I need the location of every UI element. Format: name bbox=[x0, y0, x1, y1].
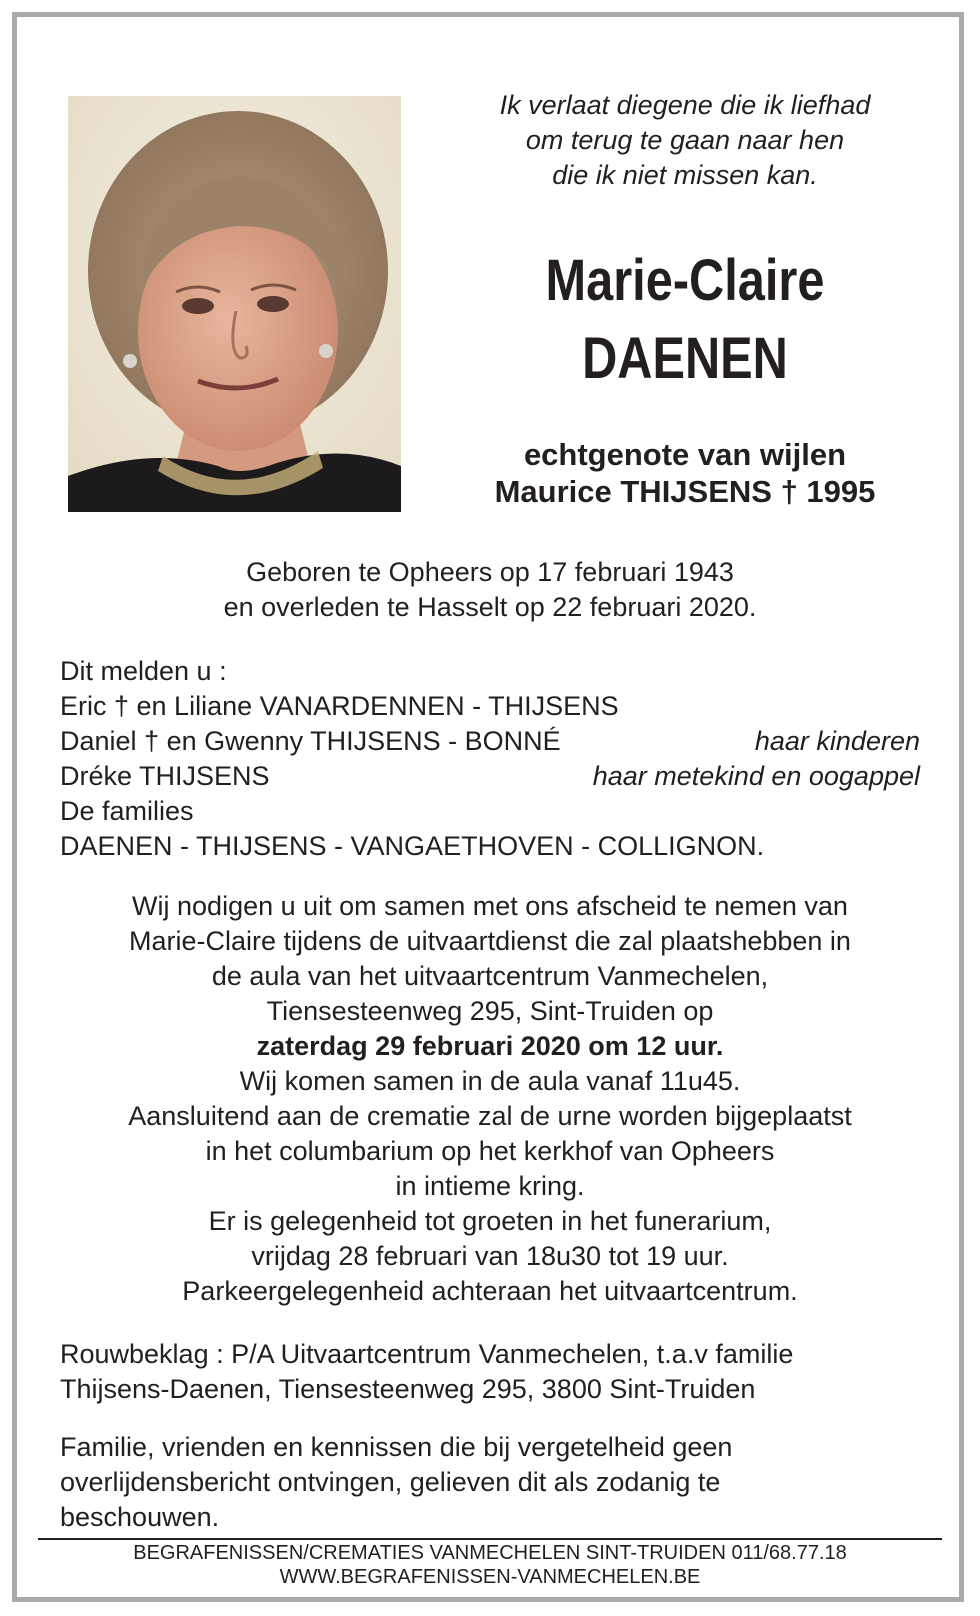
deceased-first-name: Marie-Claire bbox=[545, 248, 825, 313]
announce-row bbox=[60, 829, 920, 864]
announce-name: De families bbox=[60, 796, 194, 826]
invite-line: in het columbarium op het kerkhof van Opheers bbox=[205, 1136, 775, 1166]
announce-row bbox=[60, 724, 920, 759]
announce-row bbox=[60, 759, 920, 794]
invite-line: Wij komen samen in de aula vanaf 11u45. bbox=[239, 1066, 741, 1096]
birth-death-info bbox=[40, 555, 940, 625]
invite-line: Aansluitend aan de crematie zal de urne worden bijgeplaatst bbox=[128, 1101, 852, 1131]
condolence-line: Rouwbeklag : P/A Uitvaartcentrum Vanmechelen, t.a.v familie bbox=[60, 1339, 794, 1369]
footer-website: WWW.BEGRAFENISSEN-VANMECHELEN.BE bbox=[279, 1566, 701, 1588]
announce-row bbox=[60, 689, 920, 724]
spouse-info bbox=[430, 436, 940, 510]
invite-line: Er is gelegenheid tot groeten in het funerarium, bbox=[208, 1206, 772, 1236]
footer bbox=[30, 1541, 950, 1589]
families-note-line: beschouwen. bbox=[60, 1502, 220, 1532]
spouse-line: echtgenote van wijlen bbox=[523, 437, 847, 472]
condolence-address bbox=[60, 1337, 940, 1407]
ceremony-date: zaterdag 29 februari 2020 om 12 uur. bbox=[256, 1031, 724, 1061]
condolence-line: Thijsens-Daenen, Tiensesteenweg 295, 3800 Sint-Truiden bbox=[60, 1374, 756, 1404]
invite-line: de aula van het uitvaartcentrum Vanmechelen, bbox=[211, 961, 769, 991]
invite-line: Marie-Claire tijdens de uitvaartdienst die zal plaatshebben in bbox=[129, 926, 851, 956]
portrait-photo bbox=[68, 96, 401, 512]
quote-line: die ik niet missen kan. bbox=[552, 160, 818, 190]
announce-relation: haar kinderen bbox=[754, 726, 920, 756]
born-line: Geboren te Opheers op 17 februari 1943 bbox=[246, 557, 734, 587]
announce-name: Dréke THIJSENS bbox=[60, 761, 270, 791]
invite-line: vrijdag 28 februari van 18u30 tot 19 uur. bbox=[251, 1241, 729, 1271]
announce-name: DAENEN - THIJSENS - VANGAETHOVEN - COLLIGNON. bbox=[60, 831, 765, 861]
invite-line: Tiensesteenweg 295, Sint-Truiden op bbox=[266, 996, 714, 1026]
deceased-name bbox=[479, 242, 891, 398]
announce-row bbox=[60, 794, 920, 829]
spouse-line: Maurice THIJSENS † 1995 bbox=[494, 474, 876, 509]
announce-relation: haar metekind en oogappel bbox=[592, 761, 920, 791]
quote-line: om terug te gaan naar hen bbox=[525, 125, 845, 155]
families-note-line: overlijdensbericht ontvingen, gelieven dit als zodanig te bbox=[60, 1467, 721, 1497]
epitaph-quote bbox=[440, 88, 930, 193]
announce-name: Daniel † en Gwenny THIJSENS - BONNÉ bbox=[60, 726, 561, 756]
announce-name: Eric † en Liliane VANARDENNEN - THIJSENS bbox=[60, 691, 619, 721]
born-line: en overleden te Hasselt op 22 februari 2020. bbox=[223, 592, 757, 622]
footer-company: BEGRAFENISSEN/CREMATIES VANMECHELEN SINT-TRUIDEN 011/68.77.18 bbox=[133, 1542, 847, 1564]
announcement-list bbox=[60, 654, 920, 864]
ceremony-invitation bbox=[40, 889, 940, 1309]
footer-divider bbox=[38, 1538, 942, 1540]
invite-line: Parkeergelegenheid achteraan het uitvaartcentrum. bbox=[182, 1276, 798, 1306]
families-note bbox=[60, 1430, 930, 1535]
quote-line: Ik verlaat diegene die ik liefhad bbox=[499, 90, 871, 120]
invite-line: Wij nodigen u uit om samen met ons afscheid te nemen van bbox=[132, 891, 848, 921]
invite-line: in intieme kring. bbox=[395, 1171, 585, 1201]
deceased-last-name: DAENEN bbox=[582, 326, 788, 391]
families-note-line: Familie, vrienden en kennissen die bij vergetelheid geen bbox=[60, 1432, 733, 1462]
announce-intro: Dit melden u : bbox=[60, 656, 227, 686]
